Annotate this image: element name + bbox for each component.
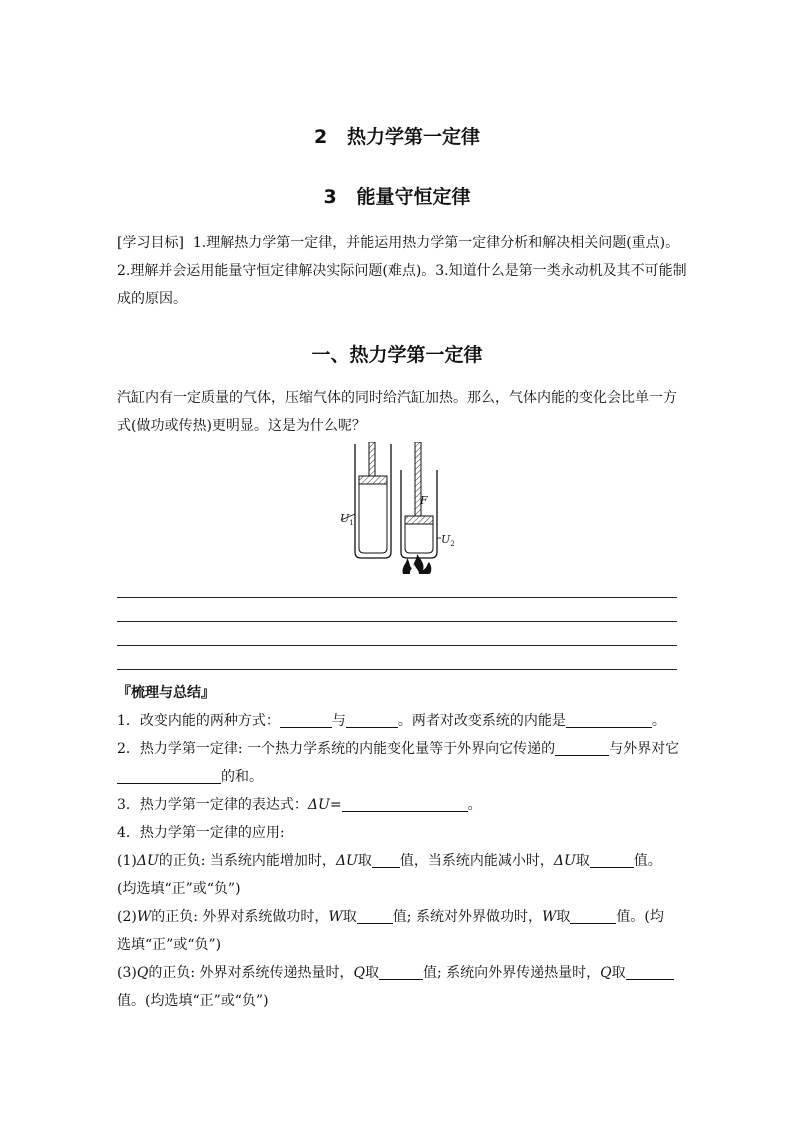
blank-3[interactable]: [342, 795, 468, 812]
blank-4c-1[interactable]: [379, 963, 423, 980]
answer-line-3[interactable]: [117, 645, 677, 646]
summary-item-4b-note: 选填“正”或“负”): [117, 937, 222, 953]
objectives-line-3: 成的原因。: [117, 291, 187, 307]
blank-4a-1[interactable]: [372, 851, 400, 868]
summary-item-4a: (1)ΔU的正负: 当系统内能增加时，ΔU取 值，当系统内能减小时，ΔU取 值。: [117, 853, 662, 869]
right-piston: [405, 516, 433, 524]
blank-1a[interactable]: [280, 711, 332, 728]
blank-2b[interactable]: [117, 767, 221, 784]
summary-item-1: 1．改变内能的两种方式： 与 。两者对改变系统的内能是 。: [117, 713, 666, 729]
summary-item-4a-note: (均选填“正”或“负”): [117, 881, 241, 897]
blank-2a[interactable]: [555, 739, 609, 756]
objectives-label: [学习目标]: [117, 235, 184, 251]
summary-item-4c: (3)Q的正负: 外界对系统传递热量时，Q取 值; 系统向外界传递热量时，Q取: [117, 959, 679, 987]
blank-4b-1[interactable]: [357, 907, 393, 924]
summary-item-4c-note: 值。(均选填“正”或“负”): [117, 993, 269, 1009]
summary-item-4: 4．热力学第一定律的应用:: [117, 825, 285, 841]
blank-1b[interactable]: [346, 711, 398, 728]
question-line-2: 式(做功或传热)更明显。这是为什么呢？: [117, 418, 366, 434]
answer-line-4[interactable]: [117, 669, 677, 670]
label-u2: $U_2$: [441, 533, 455, 549]
label-force: F: [420, 494, 428, 507]
left-cylinder: [341, 442, 391, 558]
summary-item-2-cont: 的和。: [117, 763, 679, 791]
summary-item-4b: (2)W的正负: 外界对系统做功时，W取 值; 系统对外界做功时，W取 值。(均: [117, 909, 664, 925]
summary-title: 『梳理与总结』: [117, 685, 215, 701]
summary-item-2: 2．热力学第一定律: 一个热力学系统的内能变化量等于外界向它传递的 与外界对它: [117, 741, 680, 757]
label-u1: $U_1$: [340, 512, 354, 528]
section-title-2: 2 热力学第一定律: [313, 126, 481, 148]
blank-1c[interactable]: [566, 711, 652, 728]
blank-4b-2[interactable]: [570, 907, 616, 924]
left-piston-rod: [369, 442, 375, 476]
blank-4c-2[interactable]: [626, 963, 674, 980]
section-title-3: 3 能量守恒定律: [323, 186, 471, 208]
objectives-line-1: [117, 229, 679, 257]
answer-line-1[interactable]: [117, 597, 677, 598]
cylinder-figure: [335, 442, 460, 580]
section-heading-1: 一、热力学第一定律: [311, 344, 483, 366]
blank-4a-2[interactable]: [590, 851, 634, 868]
left-piston: [359, 476, 387, 484]
flame-icon: [403, 554, 432, 574]
objectives-text-1: 1.理解热力学第一定律，并能运用热力学第一定律分析和解决相关问题(重点)。: [192, 235, 680, 251]
question-line-1: 汽缸内有一定质量的气体，压缩气体的同时给汽缸加热。那么，气体内能的变化会比单一方: [117, 390, 677, 406]
summary-item-3: 3．热力学第一定律的表达式：ΔU= 。: [117, 797, 482, 813]
answer-line-2[interactable]: [117, 621, 677, 622]
objectives-line-2: 2.理解并会运用能量守恒定律解决实际问题(难点)。3.知道什么是第一类永动机及其不可能制: [117, 263, 687, 279]
